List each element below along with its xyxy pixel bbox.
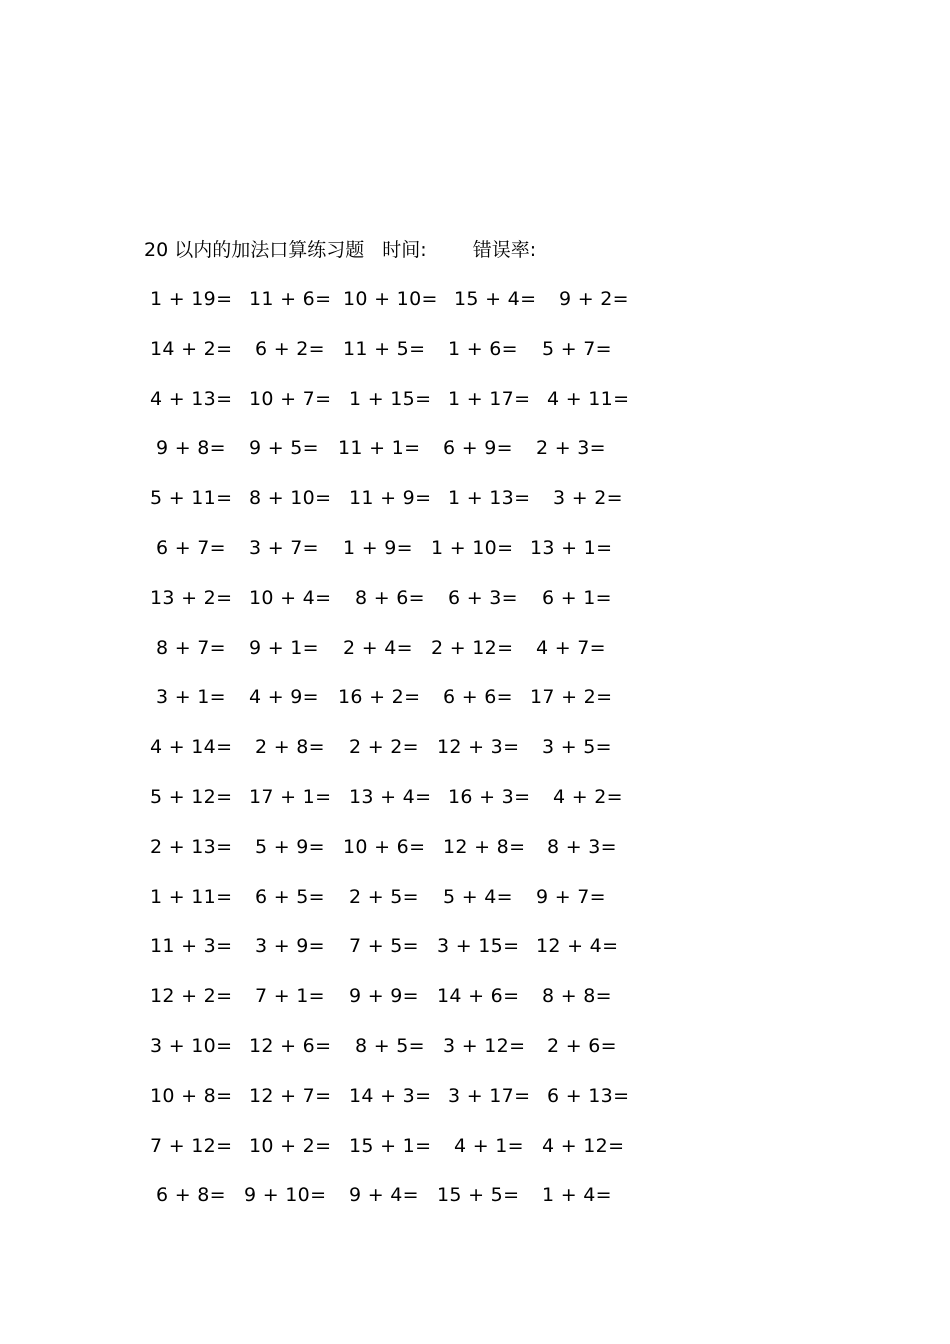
problem-cell: 1 + 10= [431,536,514,559]
problem-cell: 9 + 10= [244,1184,327,1207]
problem-cell: 9 + 9= [349,985,419,1008]
problem-cell: 1 + 6= [448,337,518,360]
problem-cell: 17 + 2= [530,686,613,709]
problem-cell: 9 + 4= [349,1184,419,1207]
problem-cell: 2 + 4= [343,636,413,659]
problem-cell: 6 + 7= [156,536,226,559]
problem-cell: 4 + 14= [150,736,233,759]
problem-cell: 2 + 12= [431,636,514,659]
problem-cell: 6 + 3= [448,586,518,609]
problem-cell: 12 + 3= [437,736,520,759]
problem-cell: 3 + 7= [249,536,319,559]
problem-cell: 3 + 17= [448,1084,531,1107]
problem-row [0,633,950,683]
problem-cell: 10 + 7= [249,387,332,410]
problem-cell: 12 + 8= [443,835,526,858]
problem-cell: 12 + 2= [150,985,233,1008]
problem-cell: 4 + 9= [249,686,319,709]
problem-row [0,931,950,981]
problem-cell: 16 + 2= [338,686,421,709]
problem-cell: 12 + 4= [536,935,619,958]
problem-row [0,284,950,334]
problem-cell: 13 + 4= [349,785,432,808]
problem-cell: 1 + 9= [343,536,413,559]
problem-row [0,782,950,832]
problem-cell: 1 + 15= [349,387,432,410]
problem-cell: 14 + 6= [437,985,520,1008]
problem-cell: 5 + 11= [150,487,233,510]
problem-cell: 2 + 3= [536,437,606,460]
problem-cell: 6 + 9= [443,437,513,460]
problem-row [0,832,950,882]
problem-row [0,732,950,782]
problem-cell: 10 + 6= [343,835,426,858]
problem-cell: 6 + 13= [547,1084,630,1107]
problem-cell: 13 + 2= [150,586,233,609]
problem-cell: 8 + 5= [355,1034,425,1057]
problem-cell: 7 + 5= [349,935,419,958]
problem-cell: 15 + 5= [437,1184,520,1207]
problem-cell: 8 + 7= [156,636,226,659]
problem-row [0,384,950,434]
problem-cell: 6 + 2= [255,337,325,360]
problem-row [0,882,950,932]
problem-cell: 3 + 9= [255,935,325,958]
problem-row [0,1031,950,1081]
problem-cell: 4 + 1= [454,1134,524,1157]
problem-cell: 5 + 9= [255,835,325,858]
problem-cell: 9 + 5= [249,437,319,460]
worksheet-title: 20 以内的加法口算练习题 [144,239,365,261]
problem-cell: 13 + 1= [530,536,613,559]
problem-cell: 5 + 7= [542,337,612,360]
problem-row [0,483,950,533]
problem-cell: 15 + 4= [454,288,537,310]
problem-cell: 5 + 4= [443,885,513,908]
problem-cell: 10 + 4= [249,586,332,609]
problem-row [0,981,950,1031]
problem-cell: 3 + 12= [443,1034,526,1057]
problem-cell: 9 + 7= [536,885,606,908]
problem-cell: 6 + 8= [156,1184,226,1207]
problem-cell: 1 + 17= [448,387,531,410]
problem-cell: 11 + 9= [349,487,432,510]
problem-cell: 6 + 5= [255,885,325,908]
problem-row [0,1180,950,1230]
problem-row [0,334,950,384]
problem-cell: 8 + 6= [355,586,425,609]
problem-cell: 1 + 13= [448,487,531,510]
problem-cell: 11 + 6= [249,288,332,310]
problem-cell: 2 + 13= [150,835,233,858]
problem-cell: 10 + 8= [150,1084,233,1107]
problem-cell: 4 + 7= [536,636,606,659]
problem-cell: 4 + 2= [553,785,623,808]
problem-cell: 7 + 12= [150,1134,233,1157]
problem-cell: 9 + 1= [249,636,319,659]
problem-cell: 3 + 10= [150,1034,233,1057]
problem-cell: 1 + 19= [150,288,233,310]
problem-cell: 2 + 5= [349,885,419,908]
problem-cell: 6 + 6= [443,686,513,709]
problem-cell: 5 + 12= [150,785,233,808]
problem-cell: 4 + 12= [542,1134,625,1157]
problem-cell: 9 + 2= [559,288,629,310]
problem-cell: 17 + 1= [249,785,332,808]
problem-cell: 11 + 5= [343,337,426,360]
problem-grid [0,284,950,1230]
problem-cell: 14 + 2= [150,337,233,360]
problem-cell: 8 + 10= [249,487,332,510]
problem-row [0,682,950,732]
problem-cell: 16 + 3= [448,785,531,808]
problem-cell: 3 + 15= [437,935,520,958]
problem-cell: 2 + 8= [255,736,325,759]
worksheet-header [144,236,536,264]
problem-cell: 11 + 3= [150,935,233,958]
problem-cell: 12 + 6= [249,1034,332,1057]
problem-cell: 14 + 3= [349,1084,432,1107]
problem-cell: 2 + 6= [547,1034,617,1057]
problem-cell: 10 + 10= [343,288,438,310]
time-label: 时间: [382,239,427,261]
problem-cell: 6 + 1= [542,586,612,609]
problem-cell: 2 + 2= [349,736,419,759]
problem-cell: 1 + 4= [542,1184,612,1207]
problem-cell: 11 + 1= [338,437,421,460]
error-rate-label: 错误率: [472,239,537,261]
problem-cell: 4 + 11= [547,387,630,410]
problem-row [0,1131,950,1181]
problem-cell: 8 + 8= [542,985,612,1008]
problem-cell: 3 + 2= [553,487,623,510]
problem-row [0,1081,950,1131]
problem-cell: 10 + 2= [249,1134,332,1157]
problem-cell: 3 + 5= [542,736,612,759]
problem-cell: 4 + 13= [150,387,233,410]
problem-cell: 3 + 1= [156,686,226,709]
problem-row [0,433,950,483]
problem-cell: 15 + 1= [349,1134,432,1157]
problem-cell: 12 + 7= [249,1084,332,1107]
problem-row [0,583,950,633]
problem-cell: 9 + 8= [156,437,226,460]
problem-row [0,533,950,583]
problem-cell: 8 + 3= [547,835,617,858]
problem-cell: 1 + 11= [150,885,233,908]
problem-cell: 7 + 1= [255,985,325,1008]
